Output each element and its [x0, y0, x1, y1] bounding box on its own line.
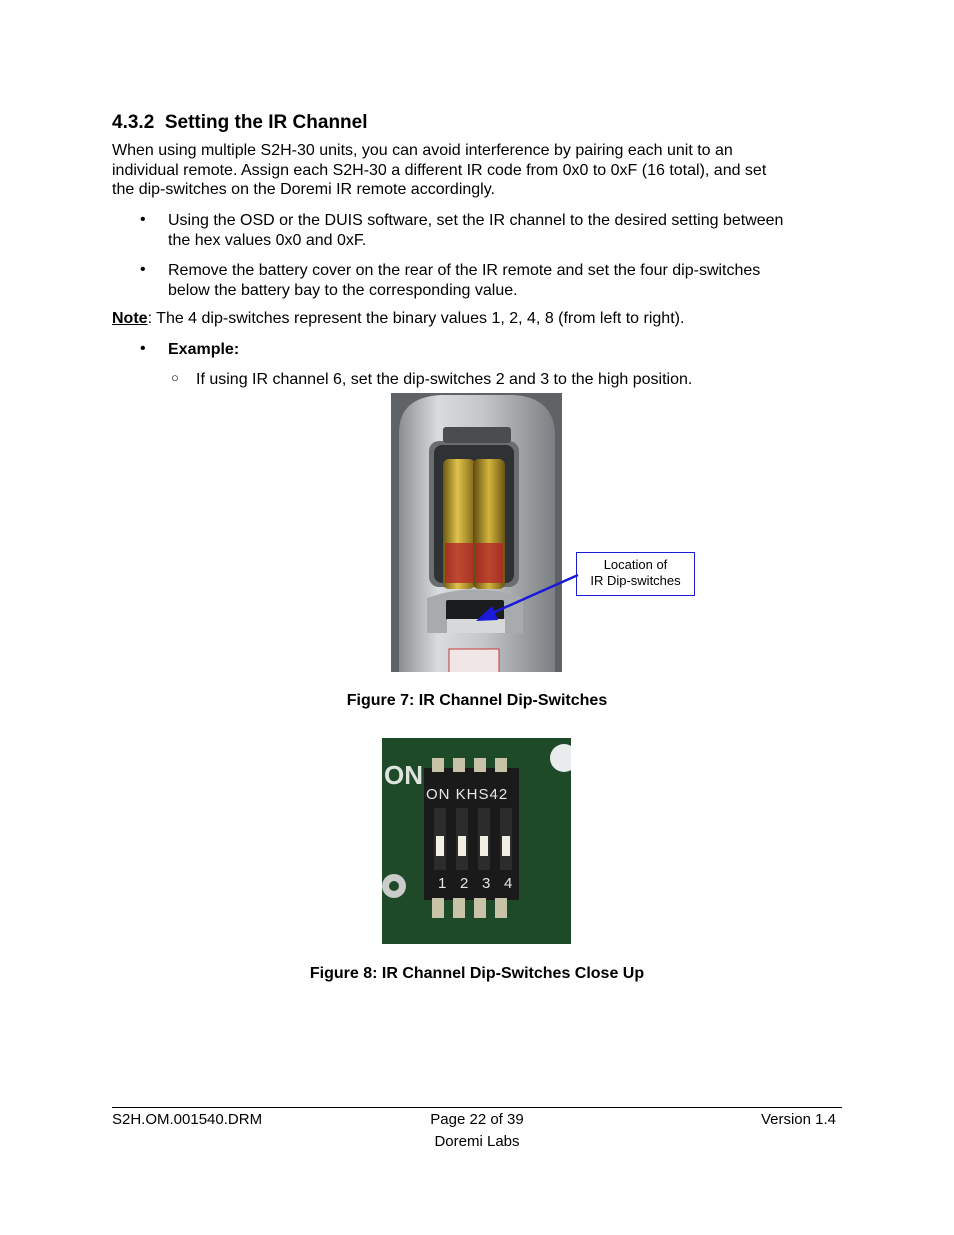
- intro-line: individual remote. Assign each S2H-30 a different IR code from 0x0 to 0xF (16 total), and set: [112, 161, 767, 179]
- board-on-label: ON: [384, 760, 423, 790]
- section-heading: [112, 112, 368, 134]
- figure7-caption: Figure 7: IR Channel Dip-Switches: [346, 692, 608, 709]
- sub-bullet-marker: ○: [171, 370, 179, 385]
- bullet-line: Using the OSD or the DUIS software, set the IR channel to the desired setting between: [168, 212, 784, 229]
- callout-arrow: [470, 570, 582, 625]
- note-paragraph: [112, 309, 852, 329]
- note-label: Note: [112, 310, 148, 327]
- remote-illustration: [391, 393, 562, 672]
- switch-number-1: 1: [438, 875, 447, 892]
- bullet-marker: •: [140, 211, 146, 228]
- bullet-line: Remove the battery cover on the rear of the IR remote and set the four dip-switches: [168, 262, 761, 279]
- example-label: Example:: [168, 341, 240, 358]
- callout-line: Location of: [603, 557, 668, 572]
- dip-switch-callout: [576, 552, 695, 596]
- switch-brand-label: ON KHS42: [426, 786, 509, 803]
- bullet-item: [168, 211, 868, 250]
- switch-number-4: 4: [504, 875, 513, 892]
- footer-company: Doremi Labs: [434, 1133, 520, 1150]
- switch-number-3: 3: [482, 875, 491, 892]
- intro-line: the dip-switches on the Doremi IR remote accordingly.: [112, 181, 495, 198]
- bullet-line: the hex values 0x0 and 0xF.: [168, 231, 367, 249]
- callout-line: IR Dip-switches: [590, 573, 681, 588]
- remote-photo: [391, 393, 562, 672]
- switch-number-2: 2: [460, 875, 469, 892]
- footer-version: Version 1.4: [760, 1111, 836, 1128]
- footer-doc-id: S2H.OM.001540.DRM: [112, 1111, 263, 1128]
- example-sub-item: If using IR channel 6, set the dip-switches 2 and 3 to the high position.: [196, 371, 693, 388]
- intro-paragraph: [112, 141, 852, 200]
- bullet-item: [168, 261, 868, 300]
- dip-switch-photo: [382, 738, 571, 944]
- figure8-caption: Figure 8: IR Channel Dip-Switches Close Up: [309, 965, 645, 982]
- bullet-line: below the battery bay to the corresponding value.: [168, 281, 518, 299]
- intro-line: When using multiple S2H-30 units, you can avoid interference by pairing each unit to an: [112, 142, 733, 159]
- bullet-marker: •: [140, 340, 146, 357]
- footer-page-number: Page 22 of 39: [430, 1111, 524, 1128]
- note-text: : The 4 dip-switches represent the binary values 1, 2, 4, 8 (from left to right).: [147, 310, 685, 327]
- section-title: Setting the IR Channel: [164, 112, 368, 133]
- bullet-marker: •: [140, 261, 146, 278]
- footer-rule: [112, 1107, 842, 1108]
- section-number: 4.3.2: [112, 112, 155, 133]
